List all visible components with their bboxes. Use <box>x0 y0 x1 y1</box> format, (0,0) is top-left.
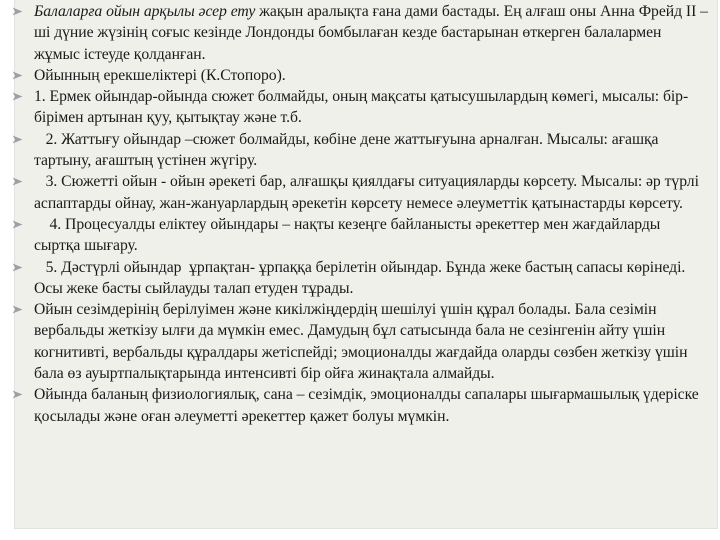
list-item <box>10 257 710 300</box>
lead-phrase: Балаларға ойын арқылы әсер ету <box>34 3 256 20</box>
bullet-icon <box>12 305 23 314</box>
item-text: 1. Ермек ойындар-ойында сюжет болмайды, оның мақсаты қатысушылардың көмегі, мысалы: бір-бірімен артынан қуу, қытықтау және т.б. <box>34 88 689 127</box>
list-item <box>10 1 710 65</box>
list-item <box>10 214 710 257</box>
item-text: 5. Дәстүрлі ойындар ұрпақтан- ұрпаққа берілетін ойындар. Бұнда жеке бастың сапасы көрінеді. Осы жеке басты сыйлауды талап етуден тұрады. <box>34 258 690 297</box>
bullet-icon <box>12 92 23 101</box>
list-item <box>10 65 710 86</box>
bullet-list <box>10 1 710 427</box>
list-item <box>10 384 710 427</box>
bullet-icon <box>12 177 23 186</box>
list-item <box>10 299 710 384</box>
bullet-icon <box>12 390 23 399</box>
item-text: 3. Сюжетті ойын - ойын әрекеті бар, алғашқы қиялдағы ситуацияларды көрсету. Мысалы: әр түрлі аспаптарды ойнау, жан-жануарлардың әрекетін көрсету немесе әлеуметтік қатынастарды көрсету. <box>34 173 703 212</box>
item-text: Ойын сезімдерінің берілуімен және кикілжіңдердің шешілуі үшін құрал болады. Бала сезімін вербальды жеткізу ылғи да мүмкін емес. Дамудың бұл сатысында бала не сезінгенін айту үшін когнитивті, вербальды құралдары жетіспейді; эмоционалды жағдайда оларды сөзбен жеткізу үшін бала өз ауыртпалықтарында интенсивті бір ойға жинақтала алмайды. <box>34 301 688 383</box>
bullet-icon <box>12 71 23 80</box>
item-text: Ойында баланың физиологиялық, сана – сезімдік, эмоционалды сапалары шығармашылық үдеріске қосылады және оған әлеуметті әрекеттер қажет болуы мүмкін. <box>34 386 699 425</box>
item-text: 4. Процесуалды еліктеу ойындары – нақты кезеңге байланысты әрекеттер мен жағдайларды сыртқа шығару. <box>34 215 665 255</box>
bullet-icon <box>12 220 23 229</box>
item-text: 2. Жаттығу ойындар –сюжет болмайды, көбіне дене жаттығуына арналған. Мысалы: ағашқа тартыну, ағаштың үстінен жүгіру. <box>34 130 663 170</box>
bullet-icon <box>12 7 23 16</box>
item-text: жақын аралықта ғана дами бастады. Ең алғаш оны Анна Фрейд II – ші дүние жүзінің соғыс кезінде Лондонды бомбылаған кезде бастарынан өткерген балалармен жұмыс істеуде қолданған. <box>34 3 708 63</box>
list-item <box>10 129 710 172</box>
bullet-icon <box>12 263 23 272</box>
bullet-icon <box>12 135 23 144</box>
list-item <box>10 86 710 129</box>
list-item <box>10 171 710 214</box>
item-text: Ойынның ерекшеліктері (К.Стопоро). <box>34 66 286 84</box>
